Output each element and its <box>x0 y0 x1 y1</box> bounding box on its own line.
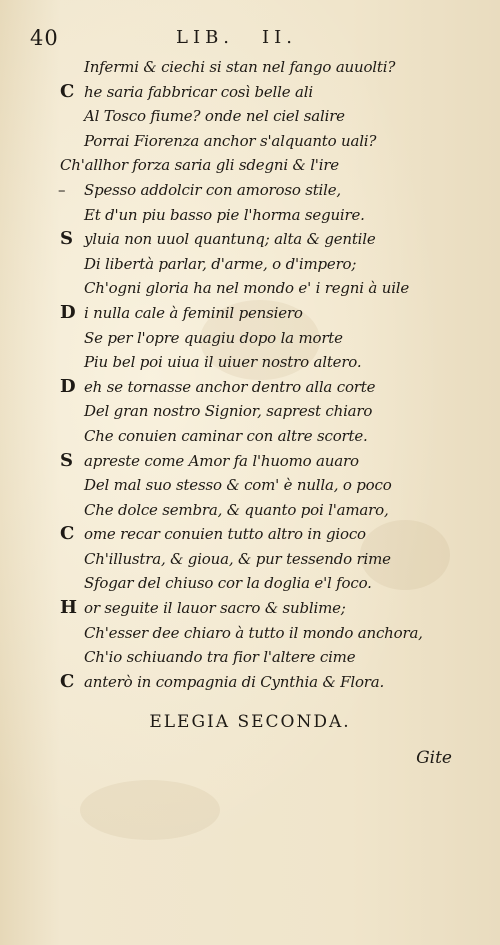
verse-line <box>60 252 480 277</box>
verse-line <box>60 571 480 596</box>
running-head-number: II. <box>262 27 297 48</box>
verse-line <box>60 80 480 105</box>
section-title: ELEGIA SECONDA. <box>149 712 351 732</box>
verse-text: Ch'io schiuando tra fior l'altere cime <box>84 648 356 667</box>
verse-text: Et d'un piu basso pie l'horma seguire. <box>84 205 365 224</box>
page-number: 40 <box>30 26 59 50</box>
verse-line <box>60 449 480 474</box>
verse-line <box>60 399 480 424</box>
verse-text: anterò in compagnia di Cynthia & Flora. <box>84 672 385 691</box>
verse-initial: H <box>60 597 77 619</box>
verse-line <box>60 129 480 154</box>
verse-text: Sfogar del chiuso cor la doglia e'l foco. <box>84 574 372 593</box>
verse-text: Del mal suo stesso & com' è nulla, o poco <box>84 476 392 495</box>
verse-text: Ch'illustra, & gioua, & pur tessendo rime <box>84 549 391 568</box>
verse-line <box>60 645 480 670</box>
verse-text: i nulla cale à feminil pensiero <box>84 303 303 322</box>
verse-text: he saria fabbricar così belle ali <box>84 82 313 101</box>
catchword: Gite <box>416 748 452 768</box>
verse-text: yluia non uuol quantunq; alta & gentile <box>84 230 376 249</box>
verse-line <box>60 104 480 129</box>
verse-text: Che conuien caminar con altre scorte. <box>84 426 368 445</box>
running-head <box>176 27 297 48</box>
verse-text: Porrai Fiorenza anchor s'alquanto uali? <box>84 131 377 150</box>
verse-text: eh se tornasse anchor dentro alla corte <box>84 377 376 396</box>
verse-line <box>60 178 480 203</box>
verse-initial: S <box>60 228 73 250</box>
paper-stain <box>80 780 220 840</box>
verse-text: apreste come Amor fa l'huomo auaro <box>84 451 359 470</box>
verse-line <box>60 203 480 228</box>
verse-text: ome recar conuien tutto altro in gioco <box>84 525 366 544</box>
verse-text: Del gran nostro Signior, saprest chiaro <box>84 402 373 421</box>
running-head-book: LIB. <box>176 27 235 48</box>
verse-initial: C <box>60 80 75 102</box>
verse-initial: S <box>60 449 73 471</box>
verse-line <box>60 473 480 498</box>
verse-text: Ch'ogni gloria ha nel mondo e' i regni à uile <box>84 279 410 298</box>
verse-line <box>60 375 480 400</box>
verse-text: Di libertà parlar, d'arme, o d'impero; <box>84 254 357 273</box>
verse-text: Se per l'opre quagiu dopo la morte <box>84 328 343 347</box>
verse-initial: C <box>60 523 75 545</box>
verse-line <box>60 276 480 301</box>
verse-line <box>60 301 480 326</box>
verse-text: Ch'esser dee chiaro à tutto il mondo anchora, <box>84 623 423 642</box>
verse-text: or seguite il lauor sacro & sublime; <box>84 599 346 618</box>
verse-line <box>60 153 480 178</box>
verse-line <box>60 547 480 572</box>
verse-text: Ch'allhor forza saria gli sdegni & l'ire <box>60 156 339 175</box>
verse-line <box>60 424 480 449</box>
verse-text: Al Tosco fiume? onde nel ciel salire <box>84 107 345 126</box>
verse-block <box>60 55 480 694</box>
verse-line <box>60 55 480 80</box>
verse-initial: C <box>60 670 75 692</box>
verse-line <box>60 522 480 547</box>
verse-line <box>60 326 480 351</box>
verse-line <box>60 498 480 523</box>
verse-initial: D <box>60 375 76 397</box>
verse-line <box>60 621 480 646</box>
verse-text: Spesso addolcir con amoroso stile, <box>84 180 341 199</box>
verse-text: Che dolce sembra, & quanto poi l'amaro, <box>84 500 389 519</box>
verse-line <box>60 227 480 252</box>
verse-line <box>60 670 480 695</box>
page-header <box>0 24 500 52</box>
verse-text: Infermi & ciechi si stan nel fango auuolti? <box>84 58 396 76</box>
verse-text: Piu bel poi uiua il uiuer nostro altero. <box>84 353 362 372</box>
verse-initial: D <box>60 301 76 323</box>
verse-line <box>60 596 480 621</box>
verse-line <box>60 350 480 375</box>
